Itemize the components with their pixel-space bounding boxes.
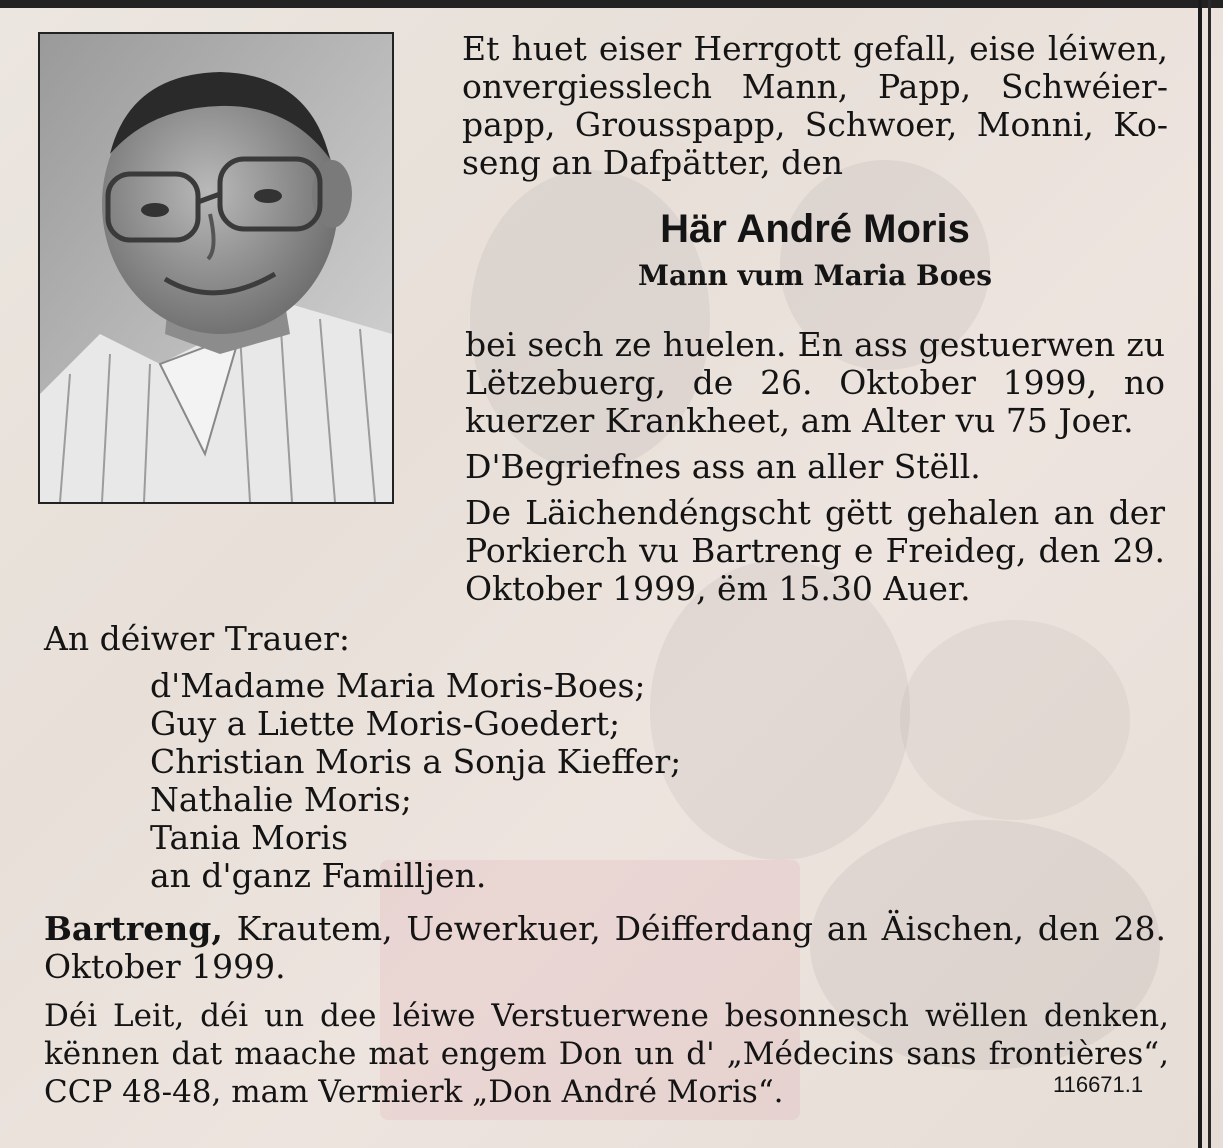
- mourners-heading: An déiwer Trauer:: [44, 619, 350, 658]
- place-date-paragraph: [44, 910, 1166, 986]
- mourners-list: [150, 667, 681, 895]
- text-line: [44, 910, 1166, 948]
- top-border-rule: [0, 0, 1223, 8]
- text-line: Et huet eiser Herrgott gefall, eise léiwen,: [462, 29, 1168, 68]
- reference-number: 116671.1: [1053, 1072, 1144, 1097]
- mourner-name: d'Madame Maria Moris-Boes;: [150, 666, 646, 705]
- mourner-name: Nathalie Moris;: [150, 780, 412, 819]
- text-line: Déi Leit, déi un dee léiwe Verstuerwene besonnesch wëllen denken,: [44, 998, 1169, 1034]
- death-paragraph: [465, 326, 1165, 440]
- mourner-name: Tania Moris: [150, 818, 349, 857]
- text-line: Lëtzebuerg, de 26. Oktober 1999, no: [465, 363, 1165, 402]
- towns-and-date: Krautem, Uewerkuer, Déifferdang an Äischen, den 28.: [236, 909, 1166, 948]
- donation-paragraph: [44, 997, 1169, 1111]
- background-print-through: [900, 620, 1130, 820]
- text-line: seng an Dafpätter, den: [462, 143, 843, 182]
- text-line: onvergiesslech Mann, Papp, Schwéier-: [462, 67, 1168, 106]
- text-line: bei sech ze huelen. En ass gestuerwen zu: [465, 325, 1165, 364]
- text-line: Oktober 1999, ëm 15.30 Auer.: [465, 569, 971, 608]
- mourner-name: Christian Moris a Sonja Kieffer;: [150, 742, 682, 781]
- text-line: Oktober 1999.: [44, 947, 286, 986]
- intro-paragraph: [462, 30, 1168, 182]
- deceased-spouse: Mann vum Maria Boes: [638, 259, 992, 292]
- text-line: CCP 48-48, mam Vermierk „Don André Moris“.: [44, 1074, 784, 1110]
- right-border-rule: [1198, 0, 1202, 1148]
- mourner-name: an d'ganz Familljen.: [150, 856, 487, 895]
- portrait-photo: [38, 32, 394, 504]
- text-line: kënnen dat maache mat engem Don un d' „Médecins sans frontières“,: [44, 1036, 1169, 1072]
- right-border-rule: [1208, 0, 1211, 1148]
- text-line: papp, Grousspapp, Schwoer, Monni, Ko-: [462, 105, 1168, 144]
- burial-paragraph: D'Begriefnes ass an aller Stëll.: [465, 447, 981, 486]
- text-line: kuerzer Krankheet, am Alter vu 75 Joer.: [465, 401, 1134, 440]
- deceased-name: Här André Moris: [660, 207, 970, 251]
- town-name: Bartreng,: [44, 909, 223, 948]
- portrait-illustration: [40, 34, 392, 502]
- text-line: Porkierch vu Bartreng e Freideg, den 29.: [465, 531, 1165, 570]
- mourner-name: Guy a Liette Moris-Goedert;: [150, 704, 621, 743]
- mass-paragraph: [465, 494, 1165, 608]
- text-line: De Läichendéngscht gëtt gehalen an der: [465, 493, 1165, 532]
